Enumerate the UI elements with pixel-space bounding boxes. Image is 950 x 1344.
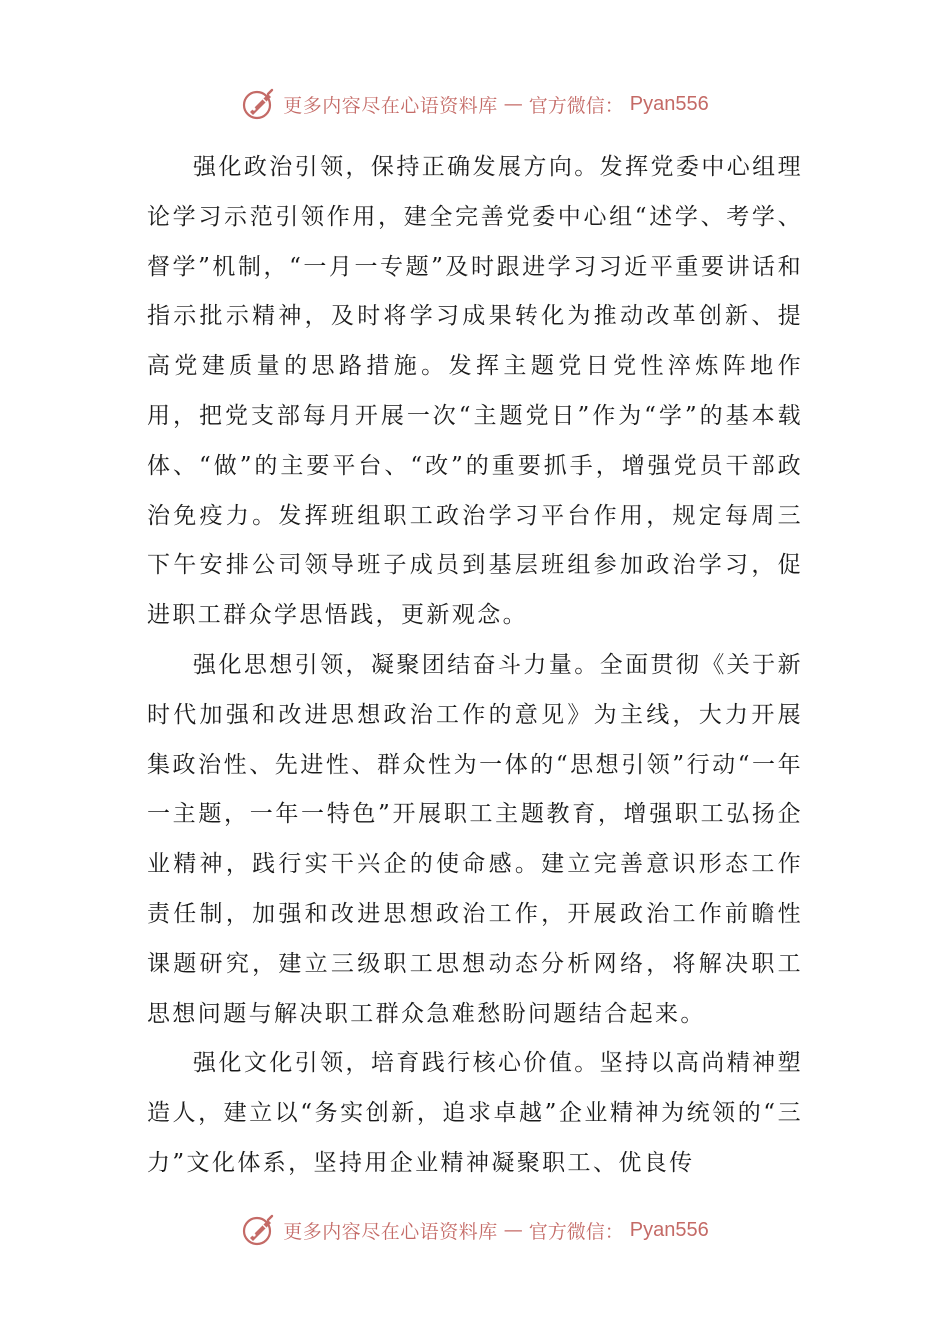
- paragraph-political-guidance: 强化政治引领，保持正确发展方向。发挥党委中心组理论学习示范引领作用，建全完善党委中心组“述学、考学、督学”机制，“一月一专题”及时跟进学习习近平重要讲话和指示批示精神，及时将学习成果转化为推动改革创新、提高党建质量的思路措施。发挥主题党日党性淬炼阵地作用，把党支部每月开展一次“主题党日”作为“学”的基本载体、“做”的主要平台、“改”的重要抓手，增强党员干部政治免疫力。发挥班组职工政治学习平台作用，规定每周三下午安排公司领导班子成员到基层班组参加政治学习，促进职工群众学思悟践，更新观念。: [147, 154, 803, 629]
- banner-text: 更多内容尽在心语资料库: [283, 1220, 498, 1243]
- banner-wechat-label: 官方微信：: [528, 94, 624, 117]
- banner-wechat-label: 官方微信：: [528, 1220, 624, 1243]
- paragraph-cultural-guidance: 强化文化引领，培育践行核心价值。坚持以高尚精神塑造人，建立以“务实创新，追求卓越”企业精神为统领的“三力”文化体系，坚持用企业精神凝聚职工、优良传: [147, 1050, 803, 1176]
- banner-wechat-id: Pyan556: [629, 92, 709, 115]
- footer-banner: [0, 1210, 950, 1250]
- banner-wechat-id: Pyan556: [629, 1218, 709, 1241]
- pen-nib-logo-icon: [241, 1212, 277, 1248]
- pen-nib-logo-icon: [241, 86, 277, 122]
- footer-banner-inner: [241, 1212, 709, 1248]
- header-banner-inner: [241, 86, 709, 122]
- document-body: [147, 143, 803, 1189]
- banner-dash: —: [503, 93, 523, 115]
- paragraph-ideological-guidance: 强化思想引领，凝聚团结奋斗力量。全面贯彻《关于新时代加强和改进思想政治工作的意见》为主线，大力开展集政治性、先进性、群众性为一体的“思想引领”行动“一年一主题，一年一特色”开展职工主题教育，增强职工弘扬企业精神，践行实干兴企的使命感。建立完善意识形态工作责任制，加强和改进思想政治工作，开展政治工作前瞻性课题研究，建立三级职工思想动态分析网络，将解决职工思想问题与解决职工群众急难愁盼问题结合起来。: [147, 651, 803, 1027]
- banner-text: 更多内容尽在心语资料库: [283, 94, 498, 117]
- banner-dash: —: [503, 1219, 523, 1241]
- header-banner: [0, 84, 950, 124]
